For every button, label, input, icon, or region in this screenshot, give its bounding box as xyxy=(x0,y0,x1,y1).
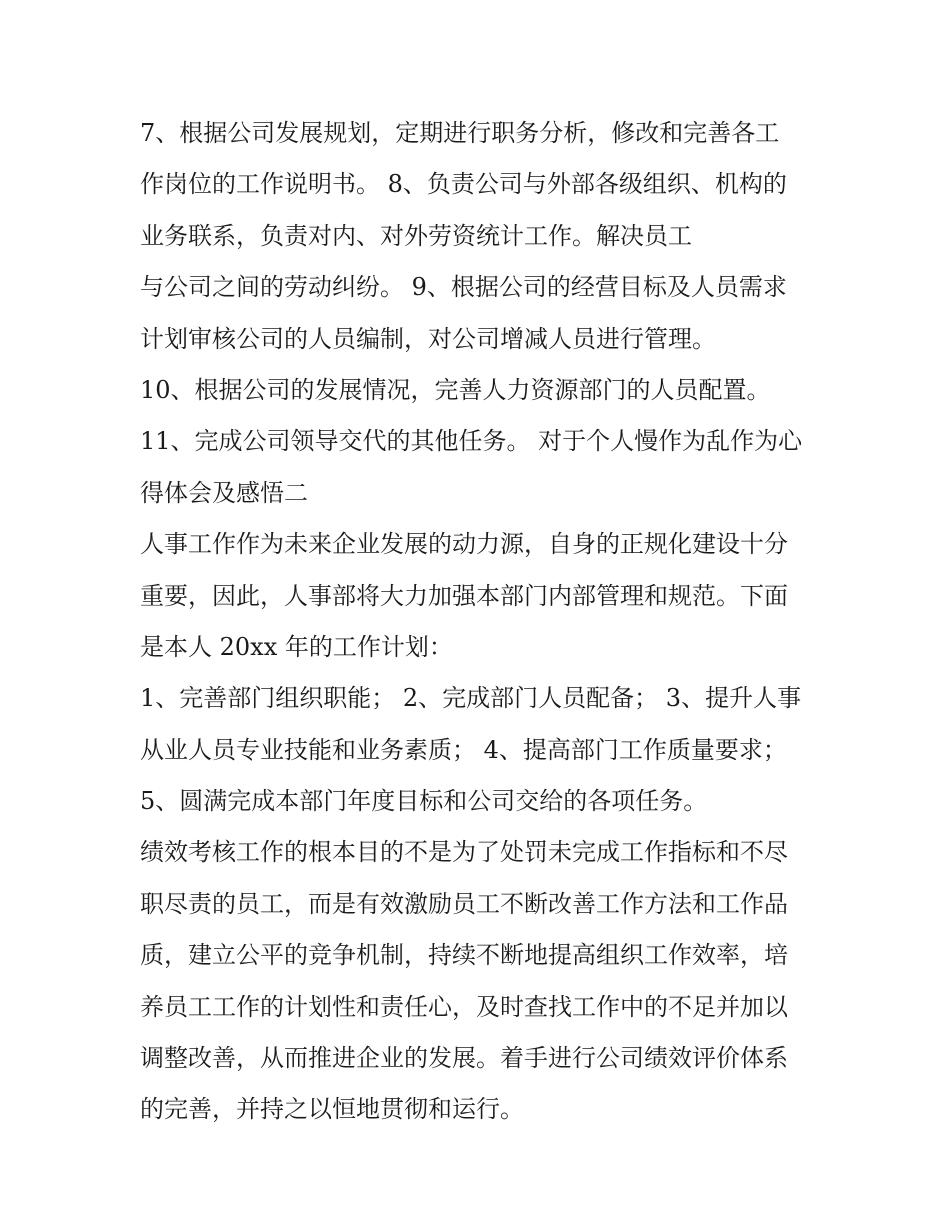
text-line: 作岗位的工作说明书。 8、负责公司与外部各级组织、机构的 xyxy=(140,170,787,199)
text-line: 与公司之间的劳动纠纷。 9、根据公司的经营目标及人员需求 xyxy=(140,273,787,302)
text-line: 养员工工作的计划性和责任心，及时查找工作中的不足并加以 xyxy=(140,992,788,1021)
text-line: 1、完善部门组织职能； 2、完成部门人员配备； 3、提升人事 xyxy=(140,684,802,713)
text-line: 的完善，并持之以恒地贯彻和运行。 xyxy=(140,1095,524,1124)
text-line: 从业人员专业技能和业务素质； 4、提高部门工作质量要求； xyxy=(140,735,787,764)
text-line: 计划审核公司的人员编制，对公司增减人员进行管理。 xyxy=(140,324,716,353)
text-line: 重要，因此，人事部将大力加强本部门内部管理和规范。下面 xyxy=(140,581,788,610)
text-line: 调整改善，从而推进企业的发展。着手进行公司绩效评价体系 xyxy=(140,1044,788,1073)
text-line: 11、完成公司领导交代的其他任务。 对于个人慢作为乱作为心 xyxy=(140,427,803,456)
text-line: 职尽责的员工，而是有效激励员工不断改善工作方法和工作品 xyxy=(140,889,788,918)
text-line: 5、圆满完成本部门年度目标和公司交给的各项任务。 xyxy=(140,787,708,816)
text-line: 绩效考核工作的根本目的不是为了处罚未完成工作指标和不尽 xyxy=(140,838,788,867)
text-line: 质，建立公平的竞争机制，持续不断地提高组织工作效率，培 xyxy=(140,941,788,970)
text-line: 人事工作作为未来企业发展的动力源，自身的正规化建设十分 xyxy=(140,530,788,559)
text-line: 业务联系，负责对内、对外劳资统计工作。解决员工 xyxy=(140,221,692,250)
text-line: 7、根据公司发展规划，定期进行职务分析，修改和完善各工 xyxy=(140,119,780,147)
text-line: 得体会及感悟二 xyxy=(140,478,308,507)
text-line: 是本人 20xx 年的工作计划： xyxy=(140,632,453,661)
text-line: 10、根据公司的发展情况，完善人力资源部门的人员配置。 xyxy=(140,375,771,404)
document-body xyxy=(140,108,830,1136)
